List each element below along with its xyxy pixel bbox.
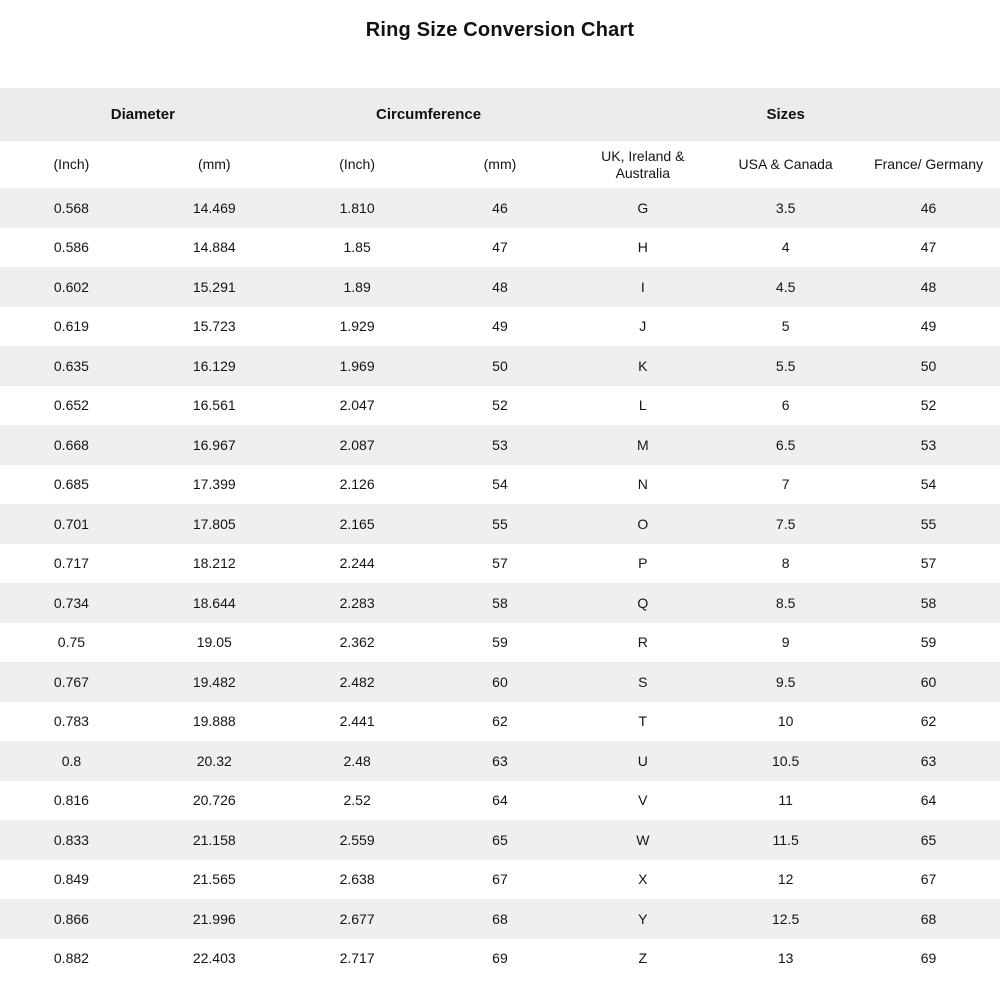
group-header-circumference: Circumference xyxy=(286,88,572,141)
table-cell: 20.32 xyxy=(196,752,232,769)
column-header-row xyxy=(0,141,1000,188)
table-row xyxy=(0,544,1000,584)
table-cell: 64 xyxy=(920,792,937,809)
table-cell: 2.244 xyxy=(339,555,375,572)
table-row xyxy=(0,899,1000,939)
table-cell: 5 xyxy=(781,318,790,335)
table-cell: Y xyxy=(638,910,648,927)
table-cell: I xyxy=(640,278,645,295)
table-cell: 0.701 xyxy=(53,515,89,532)
table-cell: 1.85 xyxy=(343,239,371,256)
table-cell: 9 xyxy=(781,634,790,651)
table-cell: 54 xyxy=(920,476,937,493)
table-cell: 2.559 xyxy=(339,831,375,848)
table-row xyxy=(0,188,1000,228)
table-cell: 49 xyxy=(920,318,937,335)
table-cell: 2.087 xyxy=(339,436,375,453)
table-cell: 48 xyxy=(492,278,508,295)
table-cell: 58 xyxy=(920,594,937,611)
table-cell: 8.5 xyxy=(775,594,796,611)
table-cell: 17.805 xyxy=(192,515,236,532)
table-cell: 1.89 xyxy=(343,278,371,295)
column-header-diameter-mm: (mm) xyxy=(143,141,286,188)
table-cell: 20.726 xyxy=(192,792,236,809)
table-row xyxy=(0,820,1000,860)
table-row xyxy=(0,228,1000,268)
table-row xyxy=(0,741,1000,781)
table-cell: 63 xyxy=(492,752,508,769)
group-header-row xyxy=(0,88,1000,141)
table-cell: R xyxy=(637,634,648,651)
table-cell: 59 xyxy=(492,634,508,651)
table-cell: 50 xyxy=(492,357,508,374)
table-cell: 68 xyxy=(920,910,937,927)
table-cell: J xyxy=(639,318,647,335)
table-cell: 4.5 xyxy=(775,278,796,295)
column-header-diameter-inch: (Inch) xyxy=(0,141,143,188)
table-cell: 2.677 xyxy=(339,910,375,927)
table-cell: 2.441 xyxy=(339,713,375,730)
table-row xyxy=(0,307,1000,347)
table-cell: 1.810 xyxy=(339,199,375,216)
column-header-usa-canada: USA & Canada xyxy=(714,141,857,188)
table-row xyxy=(0,425,1000,465)
table-cell: 17.399 xyxy=(192,476,236,493)
table-cell: 5.5 xyxy=(775,357,796,374)
table-cell: 67 xyxy=(492,871,508,888)
table-cell: 19.05 xyxy=(196,634,232,651)
table-cell: P xyxy=(638,555,648,572)
table-cell: 0.734 xyxy=(53,594,89,611)
table-cell: L xyxy=(638,397,647,414)
table-cell: 12 xyxy=(777,871,794,888)
table-cell: 3.5 xyxy=(775,199,796,216)
table-cell: 62 xyxy=(492,713,508,730)
table-cell: 0.75 xyxy=(57,634,86,651)
table-cell: 62 xyxy=(920,713,937,730)
table-cell: 0.8 xyxy=(61,752,82,769)
table-cell: V xyxy=(638,792,648,809)
table-cell: W xyxy=(636,831,650,848)
table-cell: 65 xyxy=(492,831,508,848)
table-row xyxy=(0,583,1000,623)
table-cell: 21.996 xyxy=(192,910,236,927)
table-head xyxy=(0,88,1000,188)
table-row xyxy=(0,662,1000,702)
table-cell: 11.5 xyxy=(772,831,799,848)
table-cell: 19.482 xyxy=(192,673,236,690)
table-row xyxy=(0,267,1000,307)
table-row xyxy=(0,504,1000,544)
table-cell: G xyxy=(637,199,649,216)
table-cell: U xyxy=(637,752,648,769)
table-cell: 2.638 xyxy=(339,871,375,888)
table-cell: 55 xyxy=(492,515,508,532)
table-cell: 69 xyxy=(920,950,937,967)
table-cell: 2.48 xyxy=(343,752,371,769)
table-cell: 14.884 xyxy=(192,239,236,256)
page-title: Ring Size Conversion Chart xyxy=(365,19,635,41)
ring-size-conversion-table xyxy=(0,88,1000,978)
table-cell: 49 xyxy=(492,318,508,335)
table-cell: 47 xyxy=(920,239,937,256)
table-cell: S xyxy=(638,673,648,690)
table-cell: 22.403 xyxy=(192,950,236,967)
table-cell: 1.929 xyxy=(339,318,375,335)
table-row xyxy=(0,781,1000,821)
table-cell: 46 xyxy=(492,199,508,216)
table-cell: 0.767 xyxy=(53,673,89,690)
table-cell: 19.888 xyxy=(192,713,236,730)
column-header-uk-ireland-australia: UK, Ireland & Australia xyxy=(571,141,714,188)
table-cell: 59 xyxy=(920,634,937,651)
table-cell: 57 xyxy=(920,555,937,572)
table-cell: 64 xyxy=(492,792,508,809)
table-cell: 2.126 xyxy=(339,476,375,493)
table-row xyxy=(0,939,1000,979)
table-cell: 52 xyxy=(920,397,937,414)
table-cell: 50 xyxy=(920,357,937,374)
table-row xyxy=(0,465,1000,505)
table-cell: 0.717 xyxy=(53,555,89,572)
table-row xyxy=(0,702,1000,742)
table-body xyxy=(0,188,1000,978)
table-cell: 0.685 xyxy=(53,476,89,493)
column-header-france-germany: France/ Germany xyxy=(857,141,1000,188)
table-cell: 0.783 xyxy=(53,713,89,730)
table-row xyxy=(0,860,1000,900)
table-cell: 6.5 xyxy=(775,436,796,453)
table-cell: 55 xyxy=(920,515,937,532)
table-cell: 53 xyxy=(492,436,508,453)
table-cell: 14.469 xyxy=(192,199,236,216)
table-cell: 69 xyxy=(492,950,508,967)
table-cell: 15.291 xyxy=(192,278,236,295)
table-cell: 54 xyxy=(492,476,508,493)
table-cell: 2.362 xyxy=(339,634,375,651)
table-cell: 0.849 xyxy=(53,871,89,888)
table-cell: 0.668 xyxy=(53,436,89,453)
table-cell: 0.586 xyxy=(53,239,89,256)
table-cell: 0.635 xyxy=(53,357,89,374)
table-cell: 0.568 xyxy=(53,199,89,216)
table-cell: 2.283 xyxy=(339,594,375,611)
table-cell: 15.723 xyxy=(192,318,236,335)
table-cell: 9.5 xyxy=(775,673,796,690)
table-cell: 16.561 xyxy=(192,397,236,414)
table-cell: X xyxy=(638,871,648,888)
table-cell: 60 xyxy=(492,673,508,690)
table-cell: 58 xyxy=(492,594,508,611)
table-cell: M xyxy=(636,436,649,453)
table-cell: 0.882 xyxy=(53,950,89,967)
table-cell: 21.565 xyxy=(192,871,236,888)
table-cell: T xyxy=(638,713,648,730)
table-row xyxy=(0,386,1000,426)
table-cell: 48 xyxy=(920,278,937,295)
table-cell: 2.482 xyxy=(339,673,375,690)
table-cell: 65 xyxy=(920,831,937,848)
table-cell: 47 xyxy=(492,239,508,256)
table-cell: 60 xyxy=(920,673,937,690)
table-cell: 0.602 xyxy=(53,278,89,295)
table-cell: 4 xyxy=(781,239,790,256)
table-cell: 18.212 xyxy=(192,555,236,572)
table-cell: 0.833 xyxy=(53,831,89,848)
table-cell: 6 xyxy=(781,397,790,414)
table-cell: 57 xyxy=(492,555,508,572)
table-cell: 16.967 xyxy=(192,436,236,453)
column-header-circumference-inch: (Inch) xyxy=(286,141,429,188)
table-cell: H xyxy=(637,239,648,256)
table-cell: 63 xyxy=(920,752,937,769)
table-cell: 2.047 xyxy=(339,397,375,414)
table-cell: 2.717 xyxy=(339,950,375,967)
table-cell: 11 xyxy=(778,792,793,809)
table-cell: 1.969 xyxy=(339,357,375,374)
table-cell: 0.619 xyxy=(53,318,89,335)
table-cell: O xyxy=(637,515,649,532)
table-row xyxy=(0,623,1000,663)
table-cell: 10.5 xyxy=(772,752,800,769)
table-cell: 53 xyxy=(920,436,937,453)
table-cell: 13 xyxy=(777,950,794,967)
table-cell: 2.52 xyxy=(343,792,371,809)
table-cell: 2.165 xyxy=(339,515,375,532)
table-cell: Z xyxy=(638,950,648,967)
table-cell: 67 xyxy=(920,871,937,888)
table-cell: 7.5 xyxy=(775,515,796,532)
table-cell: 10 xyxy=(777,713,794,730)
table-cell: Q xyxy=(637,594,649,611)
table-row xyxy=(0,346,1000,386)
table-cell: 12.5 xyxy=(772,910,800,927)
table-cell: 18.644 xyxy=(192,594,236,611)
group-header-sizes: Sizes xyxy=(571,88,1000,141)
table-cell: K xyxy=(638,357,648,374)
table-cell: 0.652 xyxy=(53,397,89,414)
column-header-circumference-mm: (mm) xyxy=(429,141,572,188)
table-cell: 68 xyxy=(492,910,508,927)
table-cell: 8 xyxy=(781,555,790,572)
table-cell: 0.866 xyxy=(53,910,89,927)
table-cell: 0.816 xyxy=(53,792,89,809)
table-cell: 16.129 xyxy=(192,357,236,374)
table-cell: 7 xyxy=(781,476,790,493)
table-cell: N xyxy=(637,476,648,493)
group-header-diameter: Diameter xyxy=(0,88,286,141)
table-cell: 21.158 xyxy=(192,831,236,848)
table-cell: 46 xyxy=(920,199,937,216)
table-cell: 52 xyxy=(492,397,508,414)
